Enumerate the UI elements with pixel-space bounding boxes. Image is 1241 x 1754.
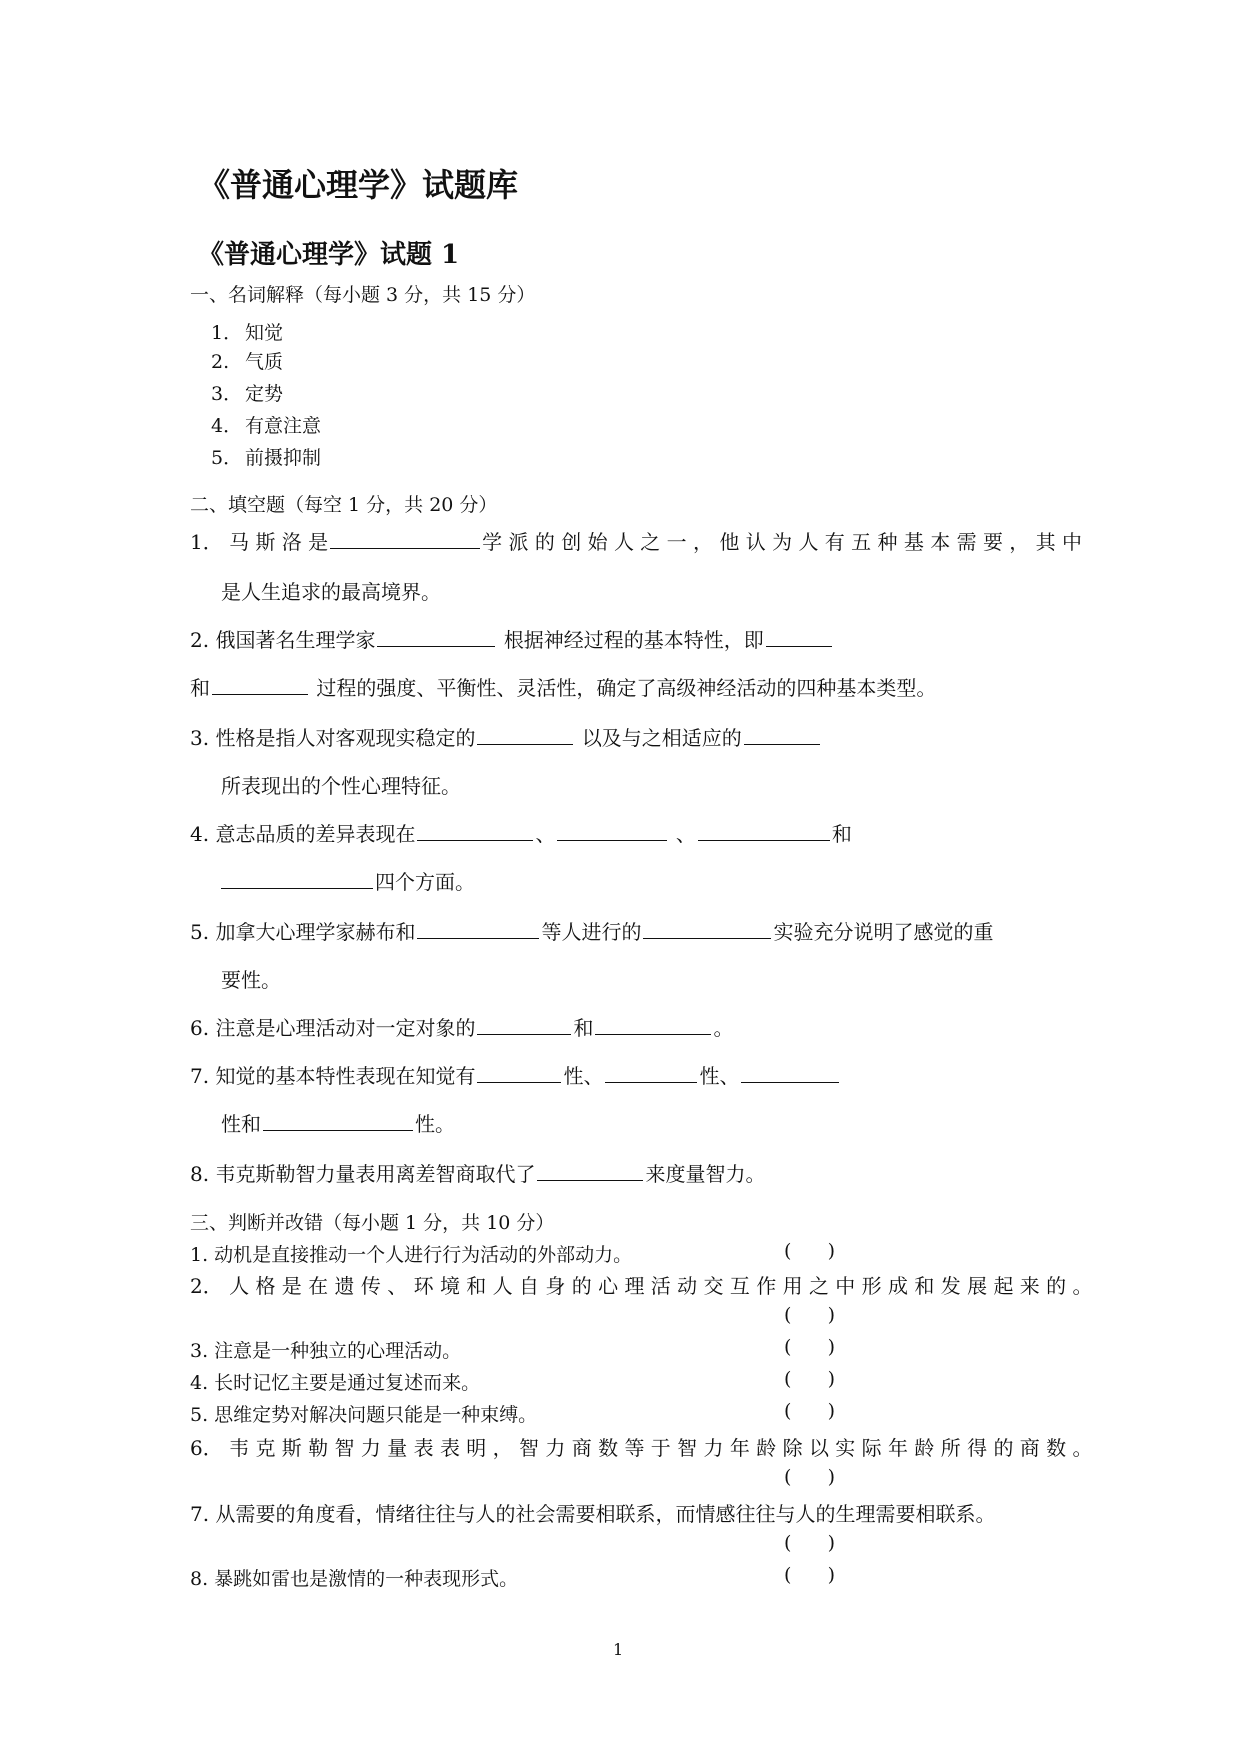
judge-item-2: 2． 人 格 是 在 遗 传 、 环 境 和 人 自 身 的 心 理 活 动 交 互 作 用 之 中 形 成 和 发 展 起 来 的 。 [190,1274,1093,1298]
answer-parens[interactable]: ( ) [784,1240,836,1262]
question-text: 和 [831,822,852,846]
question-text: 、 [675,822,696,846]
term-item [211,347,283,374]
judge-item-3: 3. 注意是一种独立的心理活动。 [190,1340,462,1362]
answer-blank[interactable] [557,822,667,841]
term-number: 5． [211,447,243,469]
question-text: 根据神经过程的基本特性，即 [503,628,764,652]
fill-question-7-cont [221,1108,455,1137]
question-text: 来度量智力。 [645,1162,766,1186]
judge-item-6: 6． 韦 克 斯 勒 智 力 量 表 表 明 ， 智 力 商 数 等 于 智 力 年 龄 除 以 实 际 年 龄 所 得 的 商 数 。 [190,1436,1093,1460]
question-text: 6. 注意是心理活动对一定对象的 [190,1016,476,1040]
answer-blank[interactable] [741,1064,839,1083]
fill-question-3 [190,722,822,751]
term-text: 知觉 [245,322,284,344]
question-text: 。 [713,1016,734,1040]
question-text: 性、 [563,1064,604,1088]
question-text: 3. 性格是指人对客观现实稳定的 [190,726,476,750]
page-number: 1 [613,1640,624,1659]
question-text: 以及与之相适应的 [581,726,742,750]
fill-question-4 [190,818,852,847]
answer-blank[interactable] [595,1016,711,1035]
judge-item-8: 8. 暴跳如雷也是激情的一种表现形式。 [190,1568,519,1590]
answer-blank[interactable] [766,628,832,647]
question-text: 8. 韦克斯勒智力量表用离差智商取代了 [190,1162,536,1186]
question-text: 4. 意志品质的差异表现在 [190,822,416,846]
answer-blank[interactable] [537,1162,643,1181]
term-text: 有意注意 [245,415,322,437]
question-text: 和 [190,676,210,700]
fill-question-4-cont [221,866,475,895]
answer-parens[interactable]: ( ) [784,1368,836,1390]
fill-question-2 [190,624,834,653]
question-text: 5. 加拿大心理学家赫布和 [190,920,416,944]
section2-heading: 二、填空题（每空 1 分，共 20 分） [190,494,498,516]
fill-question-5-cont: 要性。 [221,968,281,992]
exam-subtitle: 《普通心理学》试题 1 [198,240,460,270]
fill-question-6 [190,1012,733,1041]
section1-heading: 一、名词解释（每小题 3 分，共 15 分） [190,284,536,306]
fill-question-3-cont: 所表现出的个性心理特征。 [221,774,461,798]
term-text: 定势 [245,383,284,405]
answer-blank[interactable] [477,1064,561,1083]
term-item [211,379,283,406]
term-text: 前摄抑制 [245,447,322,469]
question-text: 2. 俄国著名生理学家 [190,628,376,652]
judge-item-7: 7. 从需要的角度看，情绪往往与人的社会需要相联系，而情感往往与人的生理需要相联系。 [190,1502,996,1526]
term-number: 2. [211,351,230,373]
fill-question-1-cont: 是人生追求的最高境界。 [221,580,441,604]
term-number: 3． [211,383,243,405]
term-item [211,411,321,438]
answer-blank[interactable] [417,822,533,841]
document-title: 《普通心理学》试题库 [198,166,519,204]
answer-blank[interactable] [605,1064,697,1083]
term-number: 4． [211,415,243,437]
fill-question-5 [190,916,993,945]
question-text: 和 [573,1016,594,1040]
answer-blank[interactable] [417,920,539,939]
question-text: 7. 知觉的基本特性表现在知觉有 [190,1064,476,1088]
answer-blank[interactable] [477,726,573,745]
question-text: 等人进行的 [541,920,642,944]
fill-question-8 [190,1158,765,1187]
answer-blank[interactable] [330,530,480,549]
question-text: 性、 [699,1064,740,1088]
answer-blank[interactable] [744,726,820,745]
answer-blank[interactable] [698,822,830,841]
answer-blank[interactable] [221,870,373,889]
term-item [211,443,321,470]
answer-parens[interactable]: ( ) [784,1532,836,1554]
answer-parens[interactable]: ( ) [784,1336,836,1358]
question-text: 、 [535,822,556,846]
term-number: 1． [211,322,243,344]
fill-question-7 [190,1060,841,1089]
term-item [211,318,283,345]
answer-blank[interactable] [643,920,771,939]
answer-blank[interactable] [263,1112,413,1131]
answer-blank[interactable] [377,628,495,647]
fill-question-1 [190,526,1082,555]
question-text: 学 派 的 创 始 人 之 一 ， 他 认 为 人 有 五 种 基 本 需 要 ， 其 中 [482,530,1083,554]
question-text: 过程的强度、平衡性、灵活性，确定了高级神经活动的四种基本类型。 [316,676,937,700]
answer-parens[interactable]: ( ) [784,1466,836,1488]
question-text: 实验充分说明了感觉的重 [773,920,994,944]
question-text: 1． 马 斯 洛 是 [190,530,329,554]
term-text: 气质 [245,351,284,373]
judge-item-4: 4. 长时记忆主要是通过复述而来。 [190,1372,481,1394]
question-text: 四个方面。 [375,870,475,894]
judge-item-5: 5. 思维定势对解决问题只能是一种束缚。 [190,1404,538,1426]
question-text: 性。 [415,1112,455,1136]
answer-parens[interactable]: ( ) [784,1304,836,1326]
answer-blank[interactable] [477,1016,571,1035]
question-text: 性和 [221,1112,261,1136]
judge-item-1: 1. 动机是直接推动一个人进行行为活动的外部动力。 [190,1244,633,1266]
fill-question-2-cont [190,672,936,701]
section3-heading: 三、判断并改错（每小题 1 分，共 10 分） [190,1212,555,1234]
answer-parens[interactable]: ( ) [784,1564,836,1586]
answer-blank[interactable] [212,676,308,695]
answer-parens[interactable]: ( ) [784,1400,836,1422]
